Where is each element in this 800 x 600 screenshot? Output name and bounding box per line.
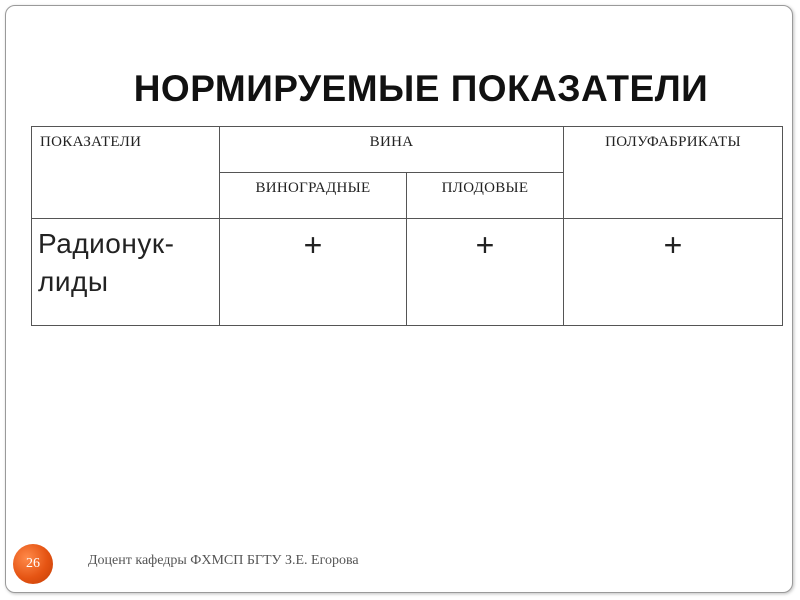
header-indicators: ПОКАЗАТЕЛИ [32, 127, 220, 219]
row-label-line1: Радионук- [38, 228, 175, 259]
indicators-table [31, 126, 783, 326]
row-label-line2: лиды [38, 266, 109, 297]
cell-grape-plus: + [220, 219, 407, 326]
cell-fruit-plus: + [407, 219, 564, 326]
header-semi-products: ПОЛУФАБРИКАТЫ [564, 127, 783, 219]
slide-title: НОРМИРУЕМЫЕ ПОКАЗАТЕЛИ [133, 68, 709, 109]
header-grape-wines: ВИНОГРАДНЫЕ [220, 173, 407, 219]
row-label-radionuclides [32, 219, 220, 326]
cell-semi-products-plus: + [564, 219, 783, 326]
table-row [32, 219, 783, 326]
page-number-badge [13, 544, 53, 584]
page-number: 26 [26, 556, 40, 571]
header-wines: ВИНА [220, 127, 564, 173]
header-fruit-wines: ПЛОДОВЫЕ [407, 173, 564, 219]
footer-author: Доцент кафедры ФХМСП БГТУ З.Е. Егорова [88, 553, 359, 568]
